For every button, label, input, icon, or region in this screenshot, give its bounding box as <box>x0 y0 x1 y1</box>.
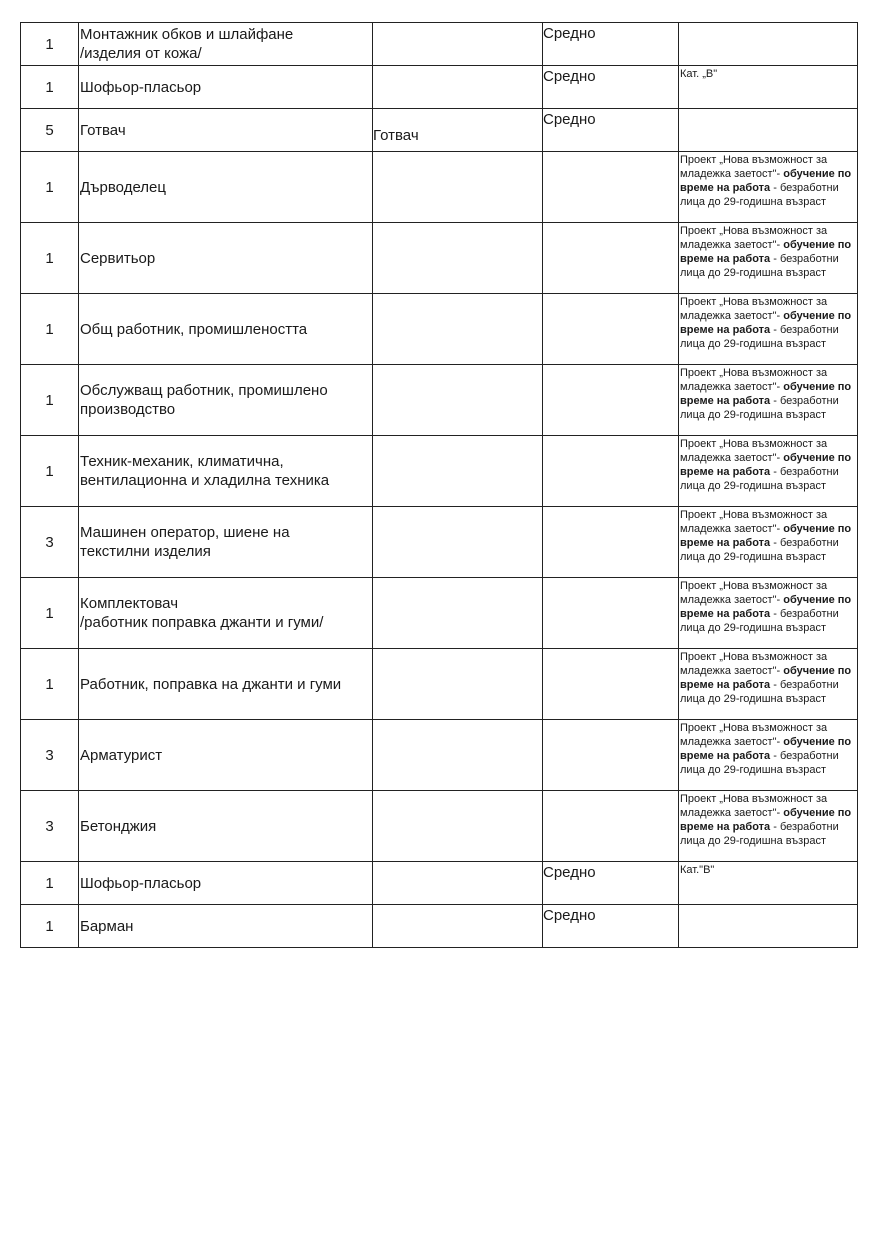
vacancies-table <box>20 22 858 948</box>
cell-count: 1 <box>21 365 79 436</box>
note-project-prefix: Проект „Нова възможност за младежка заетост"- <box>680 580 828 606</box>
cell-note <box>679 109 858 152</box>
cell-position: Бетонджия <box>79 791 373 862</box>
cell-education <box>543 152 679 223</box>
note-project-suffix: - безработни лица до 29-годишна възраст <box>680 182 839 208</box>
cell-education: Средно <box>543 66 679 109</box>
note-project-bold: обучение по време на работа <box>680 452 852 478</box>
cell-position: Барман <box>79 905 373 948</box>
cell-count: 5 <box>21 109 79 152</box>
cell-count: 3 <box>21 791 79 862</box>
note-project-prefix: Проект „Нова възможност за младежка заетост"- <box>680 651 828 677</box>
cell-position <box>79 436 373 507</box>
cell-education: Средно <box>543 862 679 905</box>
table-row <box>21 578 858 649</box>
cell-note <box>679 905 858 948</box>
cell-position: Сервитьор <box>79 223 373 294</box>
cell-specialty <box>373 23 543 66</box>
table-row <box>21 223 858 294</box>
cell-position <box>79 578 373 649</box>
cell-count: 1 <box>21 862 79 905</box>
cell-count: 3 <box>21 507 79 578</box>
cell-position <box>79 507 373 578</box>
cell-education <box>543 507 679 578</box>
note-project-prefix: Проект „Нова възможност за младежка заетост"- <box>680 154 828 180</box>
table-row <box>21 436 858 507</box>
cell-education <box>543 436 679 507</box>
cell-count: 1 <box>21 152 79 223</box>
note-project-prefix: Проект „Нова възможност за младежка заетост"- <box>680 438 828 464</box>
cell-specialty <box>373 152 543 223</box>
note-project-suffix: - безработни лица до 29-годишна възраст <box>680 324 839 350</box>
table-row <box>21 109 858 152</box>
cell-position: Шофьор-пласьор <box>79 862 373 905</box>
cell-note <box>679 294 858 365</box>
note-project-suffix: - безработни лица до 29-годишна възраст <box>680 537 839 563</box>
cell-position: Готвач <box>79 109 373 152</box>
cell-education <box>543 720 679 791</box>
cell-education <box>543 223 679 294</box>
cell-education <box>543 365 679 436</box>
cell-count: 1 <box>21 649 79 720</box>
note-project-prefix: Проект „Нова възможност за младежка заетост"- <box>680 793 828 819</box>
note-project-bold: обучение по време на работа <box>680 736 852 762</box>
cell-specialty <box>373 365 543 436</box>
cell-note <box>679 152 858 223</box>
cell-note <box>679 436 858 507</box>
note-project-suffix: - безработни лица до 29-годишна възраст <box>680 466 839 492</box>
cell-note <box>679 223 858 294</box>
note-project-bold: обучение по време на работа <box>680 523 852 549</box>
cell-count: 1 <box>21 578 79 649</box>
table-row <box>21 862 858 905</box>
cell-position: Работник, поправка на джанти и гуми <box>79 649 373 720</box>
cell-position: Шофьор-пласьор <box>79 66 373 109</box>
specialty-text: Готвач <box>373 126 419 144</box>
note-project-prefix: Проект „Нова възможност за младежка заетост"- <box>680 296 828 322</box>
position-line: Техник-механик, климатична, <box>80 453 284 470</box>
cell-count: 1 <box>21 905 79 948</box>
table-row <box>21 66 858 109</box>
position-line: /изделия от кожа/ <box>80 45 202 62</box>
table-row <box>21 152 858 223</box>
cell-specialty <box>373 649 543 720</box>
cell-count: 1 <box>21 223 79 294</box>
table-row <box>21 507 858 578</box>
cell-education: Средно <box>543 905 679 948</box>
table-row <box>21 294 858 365</box>
note-project-suffix: - безработни лица до 29-годишна възраст <box>680 750 839 776</box>
cell-specialty <box>373 294 543 365</box>
table-row <box>21 720 858 791</box>
position-line: Машинен оператор, шиене на <box>80 524 290 541</box>
cell-specialty <box>373 905 543 948</box>
table-row <box>21 649 858 720</box>
cell-note <box>679 365 858 436</box>
cell-note <box>679 23 858 66</box>
cell-education <box>543 649 679 720</box>
cell-specialty <box>373 791 543 862</box>
position-line: Монтажник обков и шлайфане <box>80 26 294 43</box>
cell-note <box>679 791 858 862</box>
note-project-suffix: - безработни лица до 29-годишна възраст <box>680 395 839 421</box>
note-project-bold: обучение по време на работа <box>680 807 852 833</box>
cell-count: 1 <box>21 294 79 365</box>
cell-specialty <box>373 720 543 791</box>
cell-specialty <box>373 578 543 649</box>
position-line: /работник поправка джанти и гуми/ <box>80 614 324 631</box>
note-project-bold: обучение по време на работа <box>680 665 852 691</box>
note-project-bold: обучение по време на работа <box>680 310 852 336</box>
cell-education <box>543 578 679 649</box>
cell-count: 3 <box>21 720 79 791</box>
cell-education <box>543 294 679 365</box>
note-project-prefix: Проект „Нова възможност за младежка заетост"- <box>680 509 828 535</box>
note-project-prefix: Проект „Нова възможност за младежка заетост"- <box>680 225 828 251</box>
position-line: вентилационна и хладилна техника <box>80 472 330 489</box>
cell-education <box>543 791 679 862</box>
cell-education: Средно <box>543 109 679 152</box>
position-line: Обслужващ работник, промишлено <box>80 382 328 399</box>
cell-education: Средно <box>543 23 679 66</box>
note-project-suffix: - безработни лица до 29-годишна възраст <box>680 253 839 279</box>
cell-specialty <box>373 223 543 294</box>
note-project-suffix: - безработни лица до 29-годишна възраст <box>680 679 839 705</box>
table-row <box>21 23 858 66</box>
table-row <box>21 905 858 948</box>
cell-position: Дърводелец <box>79 152 373 223</box>
position-line: производство <box>80 401 176 418</box>
cell-specialty <box>373 862 543 905</box>
note-project-bold: обучение по време на работа <box>680 594 852 620</box>
position-line: Комплектовач <box>80 595 179 612</box>
table-row <box>21 791 858 862</box>
cell-note <box>679 649 858 720</box>
note-project-suffix: - безработни лица до 29-годишна възраст <box>680 608 839 634</box>
position-line: текстилни изделия <box>80 543 211 560</box>
cell-position: Арматурист <box>79 720 373 791</box>
cell-position <box>79 365 373 436</box>
cell-specialty <box>373 109 543 152</box>
note-project-suffix: - безработни лица до 29-годишна възраст <box>680 821 839 847</box>
cell-count: 1 <box>21 436 79 507</box>
note-project-bold: обучение по време на работа <box>680 168 852 194</box>
cell-position: Общ работник, промишлеността <box>79 294 373 365</box>
cell-note <box>679 720 858 791</box>
cell-specialty <box>373 66 543 109</box>
cell-specialty <box>373 436 543 507</box>
cell-note <box>679 507 858 578</box>
table-row <box>21 365 858 436</box>
cell-specialty <box>373 507 543 578</box>
cell-position <box>79 23 373 66</box>
vacancies-table-body <box>21 23 858 948</box>
cell-count: 1 <box>21 66 79 109</box>
note-project-bold: обучение по време на работа <box>680 239 852 265</box>
cell-count: 1 <box>21 23 79 66</box>
cell-note: Кат. „В" <box>679 66 858 109</box>
cell-note: Кат."В" <box>679 862 858 905</box>
note-project-bold: обучение по време на работа <box>680 381 852 407</box>
cell-note <box>679 578 858 649</box>
note-project-prefix: Проект „Нова възможност за младежка заетост"- <box>680 722 828 748</box>
note-project-prefix: Проект „Нова възможност за младежка заетост"- <box>680 367 828 393</box>
